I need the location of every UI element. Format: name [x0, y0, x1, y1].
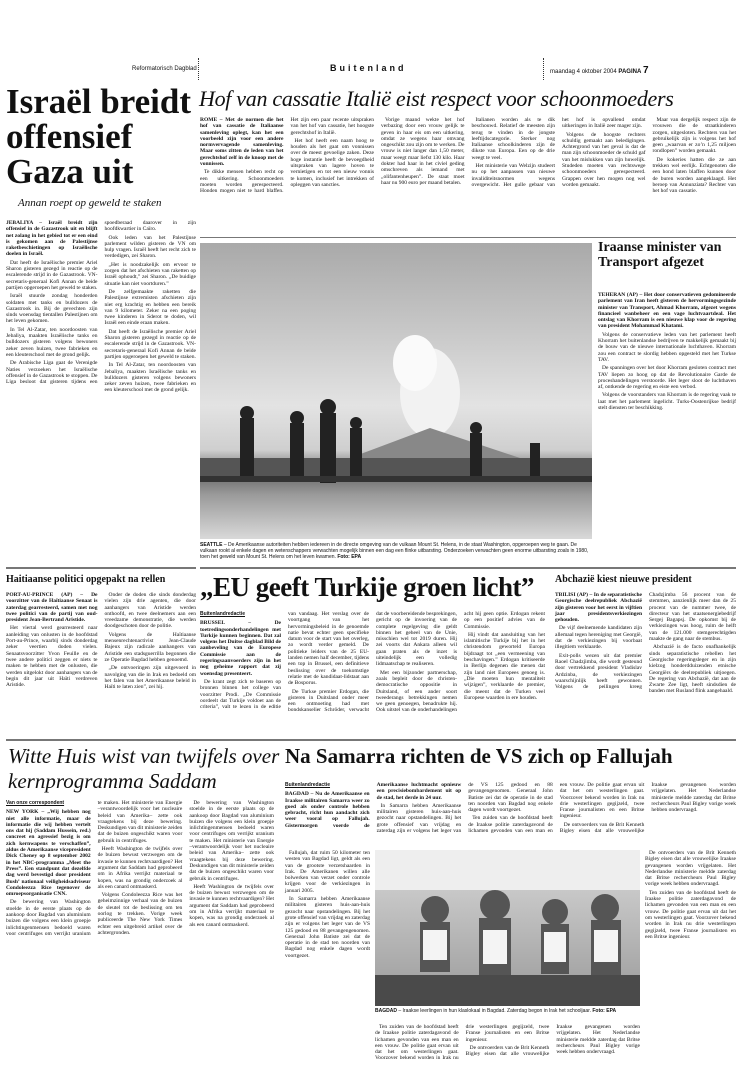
turkije-body: Buitenlandredactie BRUSSEL – De toetredingsonderhandelingen met Turkije kunnen beginnen. Dat zal volgens het Duitse dagblad Bild de aanbeveling van de Europese Commissie aan de regeringsaanvoerders zijn in het nog geheime rapport dat zij woensdag presenteert. De krant zegt zich te baseren op bronnen binnen het college van voorzitter Prodi. „De Commissie oordeelt dat Turkije voldoet aan de criteria”, valt te lezen in de editie van vandaag. Het verslag over de voortgang van het hervormingsbeleid in de genoemde natie bevat echter geen specifieke datum voor de start van het overleg, zo wordt verder gemeld. De politieke leiders van de 25 EU-landen nemen half december, tijdens een top in Brussel, een definitieve beslissing over de toekomstige relatie met de kandidaat-lidstaat aan de Bosporus. De Turkse premier Erdogan, die gisteren in Duitsland onder meer een ontmoeting had met bondskanselier Schröder, verwacht dat de voorbereidende besprekingen, gericht op de invoering van de complete regelgeving die geldt binnen het geheel van de Unie, misschien wel tot 2019 duren. Hij zei voorts dat Ankara alleen wil gaan praten als de inzet is uiteindelijk een volledig lidmaatschap te realiseren. Met een bijzonder partnerschap, zoals bepleit door de christen-democratische oppositie in Duitsland, of een ander soort tweederangs betrekkingen nemen we geen genoegen, benadrukte hij. Ook uitstel van de onderhandelingen acht hij geen optie. Erdogan rekent op een positief advies van de Commissie. Hij vindt dat aansluiting van het islamitische Turkije bij het in het christendom geworteld Europa bijdraagt tot „een vermeening van beschavingen.” Erdogan kritiseerde in Berlijn degenen die menen dat zijn land niet Europees genoeg is. „Die moeten hun mentaliteit wijzigen”, verklaarde de premier, die meent dat de Turken veel Europese waarden in ere houden.	[200, 611, 545, 714]
volcano-crowd-illustration	[200, 243, 592, 539]
divider	[200, 567, 736, 569]
divider	[198, 58, 199, 80]
divider	[6, 739, 736, 741]
samarra-body-bottom: Ten zuiden van de hoofdstad heeft de Iraakse politie zaterdagavond de lichamen gevonden van een man en een vrouw. De politie gaat ervan uit dat het om westerlingen gaat. Voorzover bekend worden in Irak nu drie westerlingen gegijzeld, twee Franse journalisten en een Britse ingenieur. De ontvoerders van de Brit Kenneth Bigley eisen dat alle vrouwelijke Iraakse gevangenen worden vrijgelaten. Het Nederlandse ministerie meldde zaterdag dat Britse rechercheurs Paul Bigley vorige week hebben ondervraagd.	[375, 1024, 640, 1062]
page-label: PAGINA	[618, 69, 642, 75]
divider	[6, 567, 196, 569]
abchazie-body: TBILISI (AP) – In de separatistische Georgische deelrepubliek Abchazië zijn gisteren voor het eerst in vijftien jaar presidentsverkiezingen gehouden. De vijf deelnemende kandidaten zijn allemaal tegen hereniging met Georgië, dat de verkiezingen bij voorbaat illegitiem verklaarde. Exit-polls wezen uit dat premier Raoel Chadzjimba, die wordt gesteund door vertrekkend president Vladislav Ardzinba, de verkiezingen waarschijnlijk heeft gewonnen. Volgens de peilingen kreeg Chadzjimba 56 procent van de stemmen, aanzienlijk meer dan de 25 procent van de nummer twee, de directeur van het staatsenergiebedrijf Sergej Bagapsj. De opkomst bij de verkiezingen was hoog, ruim de helft van de 121.000 stemgerechtigden maakte de gang naar de stembus. Abchazië is de facto onafhankelijk sinds separatistische rebellen het Georgische regeringsleger en in zijn kielzog honderdduizenden etnische Georgiërs de deelrepubliek uitjoegen. De regering van Abchazië, dat aan de Zwarte Zee ligt, heeft sindsdien de banden met Rusland flink aangehaald.	[555, 592, 736, 695]
classroom-illustration	[375, 850, 640, 1006]
samarra-body-left: Fallujah, dat ruim 50 kilometer ten westen van Bagdad ligt, geldt als een van de grootste verzetshaarden in Irak. De Amerikanen willen alle bolwerken van verzet onder controle krijgen voor de verkiezingen in januari 2005. In Samarra hebben Amerikaanse militairen gisteren huis-aan-huis gezocht naar opstandelingen. Bij het grote offensief van vrijdag en zaterdag zijn er volgens het leger van de VS 125 gedood en 88 gevangengenomen. Generaal John Batiste zei dat de operatie in de stad ten noorden van Bagdad nog enkele dagen wordt voortgezet.	[285, 850, 370, 959]
israel-headline: Israël breidt offensief Gaza uit	[6, 82, 192, 191]
newspaper-name: Reformatorisch Dagblad	[132, 66, 197, 72]
haiti-headline: Haitiaanse politici opgepakt na rellen	[6, 574, 166, 585]
page-number: 7	[642, 65, 649, 76]
divider	[543, 58, 544, 80]
iran-headline: Iraanse minister van Transport afgezet	[598, 240, 722, 270]
photo-credit: Foto: EPA	[337, 554, 362, 561]
abchazie-headline: Abchazië kiest nieuwe president	[555, 574, 692, 585]
samarra-body-top: Buitenlandredactie BAGDAD – Nu de Amerikaanse en Iraakse militairen Samarra weer zo goed als onder controle hebben gebracht, richt hun aandacht zich weer vooral op Fallujah. Gistermorgen voerde de Amerikaanse luchtmacht opnieuw een precisiebombardement uit op de stad, het derde in 24 uur. In Samarra hebben Amerikaanse militairen gisteren huis-aan-huis gezocht naar opstandelingen. Bij het grote offensief van vrijdag en zaterdag zijn er volgens het leger van de VS 125 gedood en 88 gevangengenomen. Generaal John Batiste zei dat de operatie in de stad ten noorden van Bagdad nog enkele dagen wordt voortgezet. Ten zuiden van de hoofdstad heeft de Iraakse politie zaterdagavond de lichamen gevonden van een man en een vrouw. De politie gaat ervan uit dat het om westerlingen gaat. Voorzover bekend worden in Irak nu drie westerlingen gegijzeld, twee Franse journalisten en een Britse ingenieur. De ontvoerders van de Brit Kenneth Bigley eisen dat alle vrouwelijke Iraakse gevangenen worden vrijgelaten. Het Nederlandse ministerie meldde zaterdag dat Britse rechercheurs Paul Bigley vorige week hebben ondervraagd.	[285, 782, 736, 835]
wittehuis-body: Van onze correspondent NEW YORK – „Wij hebben nog niet alle informatie, maar de informatie die wij hebben vertelt ons dat hij (Saddam Hussein, red.) concreet en agressief bezig is om zich kernwapens te verschaffen”, aldus de Amerikaanse vicepresident Dick Cheney op 8 september 2002 in het NBC-programma „Meet the Press”. Een standpunt dat dezelfde dag werd bevestigd door president Bush’ nationaal veiligheidsadviseur Condoleezza Rice tegenover de omroepsorganisatie CNN. De bewering van Washington stoelde in de eerste plaats op de aankoop door Bagdad van aluminium buizen die volgens een klein groepje inlichtingenmensen bedoeld waren voor centrifuges om verrijkt uranium te maken. Het ministerie van Energie –verantwoordelijk voor het nucleaire beleid van Amerika– zette ook vraagtekens bij deze bewering. Deskundigen van dit ministerie zeiden dat de buizen ongeschikt waren voor gebruik in centrifuges. Heeft Washington de twijfels over de buizen bewust verzwegen om de invasie te kunnen rechtvaardigen? Het argument dat Saddam had geprobeerd om in Afrika verrijkt materiaal te kopen, was na grondig onderzoek al als een canard ontmaskerd. Volgens Condoleezza Rice was het geheimzinnige verhaal van de buizen de sleutel tot de beslissing om ten oorlog te trekken. Vorige week publiceerde The New York Times echter een uitgebreid artikel over de achtergronden. De bewering van Washington stoelde in de eerste plaats op de aankoop door Bagdad van aluminium buizen die volgens een klein groepje inlichtingenmensen bedoeld waren voor centrifuges om verrijkt uranium te maken. Het ministerie van Energie –verantwoordelijk voor het nucleaire beleid van Amerika– zette ook vraagtekens bij deze bewering. Deskundigen van dit ministerie zeiden dat de buizen ongeschikt waren voor gebruik in centrifuges. Heeft Washington de twijfels over de buizen bewust verzwegen om de invasie te kunnen rechtvaardigen? Het argument dat Saddam had geprobeerd om in Afrika verrijkt materiaal te kopen, was na grondig onderzoek al als een canard ontmaskerd.	[6, 800, 274, 937]
bagdad-photo	[375, 850, 640, 1006]
photo-credit: Foto: EPA	[592, 1008, 617, 1014]
divider	[200, 237, 736, 238]
issue-date: maandag 4 oktober 2004	[550, 69, 617, 75]
cassatie-headline: Hof van cassatie Italië eist respect voor schoonmoeders	[199, 86, 674, 111]
section-title: Buitenland	[330, 63, 407, 73]
seattle-photo	[200, 243, 592, 539]
israel-body: JEBALIYA – Israël breidt zijn offensief in de Gazastrook uit en blijft net zolang in het gebied tot er een eind is gekomen aan de Palestijnse raketbeschietingen op Israëlische doelen in Israël. Dat heeft de Israëlische premier Ariel Sharon gisteren gezegd in reactie op de escalerende strijd in de Gazastrook. VN-secretaris-generaal Kofi Annan de beide partijen opgeroepen het geweld te staken. Israël stuurde zondag honderden soldaten met tanks en bulldozers de Gazastrook in. Bij de gevechten zijn sinds woensdag tientallen Palestijnen om het leven gekomen. In Tel Al-Zatar, ten noordoosten van Jebaliya, maakten Israëlische tanks en bulldozers gisteren volgens bewoners zeker zeven huizen, twee fabrieken en een kleuterschool met de grond gelijk. De Arabische Liga gaat de Verenigde Naties verzoeken het Israëlische offensief in de Gazastrook te stoppen. De Liga besloot dat gisteren tijdens een spoedberaad daarover in zijn hoofdkwartier in Caïro. Ook leden van het Palestijnse parlement wilden gisteren de VN om hulp vragen. Israël heeft het recht zich te verdedigen, zei Sharon. „Het is noodzakelijk om ervoor te zorgen dat het afschieten van raketten op Israël ophoudt,” zei Sharon. „De buidige situatie kan niet voortduren.” De zelfgemaakte raketten die Palestijnse extremisten afschieten zijn niet erg krachtig en hebben een bereik van 9 kilometer. Zeker na een poging twee kinderen in Sderot te doden, wil Israël een einde eraan maken. Dat heeft de Israëlische premier Ariel Sharon gisteren gezegd in reactie op de escalerende strijd in de Gazastrook. VN-secretaris-generaal Kofi Annan de beide partijen opgeroepen het geweld te staken. In Tel Al-Zatar, ten noordoosten van Jebaliya, maakten Israëlische tanks en bulldozers gisteren volgens bewoners zeker zeven huizen, twee fabrieken en een kleuterschool met de grond gelijk.	[6, 220, 196, 394]
wittehuis-headline: Witte Huis wist van twijfels over kernprogramma Saddam	[8, 744, 280, 793]
haiti-body: PORT-AU-PRINCE (AP) – De voorzitter van de Haïtiaanse Senaat is zaterdag gearresteerd, samen met nog twee politici van de partij van oud-president Jean-Bertrand Aristide. Het viertal werd gearresteerd naar aanleiding van onlusten in de hoofdstad Port-au-Prince, waarbij sinds donderdag zeker veertien doden vielen. Senaatsvoorzitter Yvon Feuille en de twee andere politici zeggen er niets te maken te hebben met de onlusten, die werden uitgelokt door aanhangers van de begin dit jaar uit Haïti verdreven Aristide. Onder de doden die sinds donderdag vielen zijn drie agenten, die door aanhangers van Aristide werden onthoofd, en twee deelnemers aan een vreedzame demonstratie, die werden doodgeschoten door de politie. Volgens de Haïtiaanse mensenrechtenactivist Jean-Claude Bajeux zijn radicale aanhangers van Aristide een stadsguerrilla begonnen die ze Operatie Bagdad hebben genoemd. „De ontvoeringen zijn uitgevoerd in navolging van die in Irak en bedoeld om het falen van het Amerikaanse beleid in Haïti te laten zien”, zei hij.	[6, 592, 196, 691]
turkije-headline: „EU geeft Turkije groen licht”	[200, 572, 534, 602]
seattle-caption: SEATTLE – De Amerikaanse autoriteiten hebben iedereen in de directe omgeving van de vulkaan Mount St. Helens, in de staat Washington, opgeroepen weg te gaan. De vulkaan rookt al enkele dagen en wetenschappers verwachten mogelijk binnen een dag een flinke uitbarsting. Onderzoeken verwachten geen enorme uitbarsting zoals in 1980, toen het geweld van Mount St. Helens om het leven kwamen. Foto: EPA	[200, 542, 589, 561]
samarra-headline: Na Samarra richten de VS zich op Fallujah	[285, 744, 673, 768]
cassatie-body: ROME – Met de normen die het hof van cassatie de Italiaanse samenleving oplegt, kan het een voorbeeld zijn voor een andere normvervagende samenleving. Maar soms zitten de leden van het gerechtshof zelf in de knoop met de vonnissen. Te dikke mensen hebben recht op een uitkering. Schoonmoeders moeten worden gerespecteerd. Honden mogen niet te hard blaffen. Het zijn een paar recente uitspraken van het hof van cassatie, het hoogste gerechtshof in Italië. Het hof heeft een naam hoog te houden als het gaat om vonnissen over de meest gevoelige zaken. Deze hoge instantie heeft de bevoegdheid uitspraken van lagere hoven te vernietigen en tot een nieuw vonnis te komen, inclusief het intrekken of opleggen van sancties. Vorige maand wekte het hof verbazing door een vrouw gelijk te geven in haar eis om een uitkering, omdat ze wegens haar omvang ongeschikt zou zijn om te werken. De vrouw is niet langer dan 1,50 meter, maar weegt maar liefst 130 kilo. Haar dokter had haar in het civiel geding omschreven als iemand met „olifantenheupen”. De staat moet haar nu 900 euro per maand betalen. Italianen worden als te dik beschouwd. Relatief de meesten zijn terug te vinden in de jongste leeftijdscategorie. Sterker nog Italiaanse schoolkinderen zijn de dikste van Europa. Een op de drie weegt te veel. Het ministerie van Welzijn studeert nu op het aanpassen van nieuwe invaliditeitsnormen wegens overgewicht. Het gulle gebaar van het hof is opvallend omdat uitkeringen in Italië zeer mager zijn. Volgens de hoogste rechters schuldig gemaakt aan beledigingen. Achtergrond van het geval is dat de man zijn schoonmoeder de schuld gaf van het mislukken van zijn huwelijk. Studeden moeten van rechtswege schoonmoeders gerespecteerd. Grappen over hen mogen nog wel worden gemaakt. Maar van dergelijk respect zijn de vrouwen die de straatkinderen zorgen, uitgesloten. Rechters van het gebruikelijk zijn is volgens het hof geen „waarvan er zo’n 1,25 miljoen rondlopen” worden gemaakt. De kokeries hatten die ze aan trekken wel eerlijk. Echtgenoten die een hond laten blaffen kunnen door de buren worden aangeklaagd. Het beroep van Annunziata? Rechter van het hof van cassatie.	[200, 117, 736, 195]
bagdad-caption: BAGDAD – Iraakse leerlingen in hun klaslokaal in Bagdad. Zaterdag begon in Irak het schooljaar. Foto: EPA	[375, 1008, 617, 1014]
iran-body: TEHERAN (AP) – Het door conservatieven gedomineerde parlement van Iran heeft gisteren de hervormingsgezinde minister van Transport, Ahmad Khorram, afgezet wegens financieel wanbeheer en een vage luchtvaartdeal. Het ontslag van Khorram is een nieuwe klap voor de regering van president Mohammad Khatami. Volgens de conservatieve leden van het parlement heeft Khorram het buitenlandse bedrijven te makkelijk gemaakt bij de bouw van de nieuwe internationale luchthaven. Khorram zou een contract te slordig hebben opgesteld met het Turkse TAV. De spanningen over het door Khorram gesloten contract met TAV liepen zo hoog op dat de Revolutionaire Garde de proceshandelingen verstoorde. Het leger sloot de luchthaven af, ontkende de regering en eiste een verbod. Volgens de voorstanders van Khorram is de regering vaak te laat met het parlement ingelicht. Turks-Oostenrijkse bedrijf stelt diensten ter beschikking.	[598, 292, 736, 412]
israel-subhead: Annan roept op geweld te staken	[18, 197, 162, 209]
samarra-body-right: De ontvoerders van de Brit Kenneth Bigley eisen dat alle vrouwelijke Iraakse gevangenen worden vrijgelaten. Het Nederlandse ministerie meldde zaterdag dat Britse rechercheurs Paul Bigley vorige week hebben ondervraagd. Ten zuiden van de hoofdstad heeft de Iraakse politie zaterdagavond de lichamen gevonden van een man en een vrouw. De politie gaat ervan uit dat het om westerlingen gaat. Voorzover bekend worden in Irak nu drie westerlingen gegijzeld, twee Franse journalisten en een Britse ingenieur.	[645, 850, 736, 940]
